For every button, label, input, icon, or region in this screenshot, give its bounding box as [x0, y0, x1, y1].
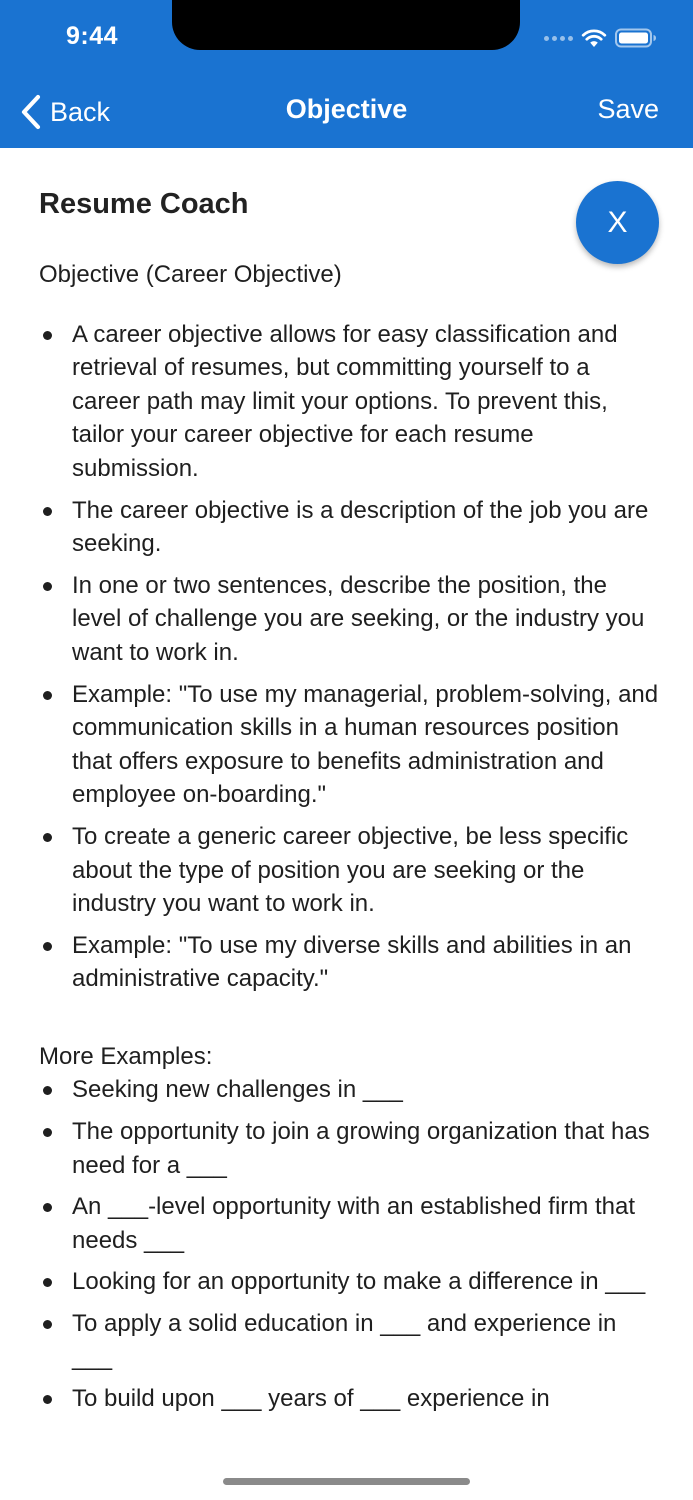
list-item: In one or two sentences, describe the position, the level of challenge you are seeking, or the industry you want to work in. [39, 569, 659, 670]
coach-content[interactable] [0, 148, 693, 1500]
nav-title: Objective [285, 94, 408, 124]
list-item: Example: "To use my managerial, problem-solving, and communication skills in a human resources position that offers exposure to benefits administration and employee on-boarding." [39, 678, 659, 812]
cellular-signal-icon [544, 36, 573, 41]
coach-body [39, 258, 659, 1424]
battery-icon [615, 28, 657, 48]
back-label: Back [50, 96, 111, 127]
list-item: A career objective allows for easy classification and retrieval of resumes, but committing yourself to a career path may limit your options. To prevent this, tailor your career objective for each resume submission. [39, 318, 659, 486]
examples-list [39, 1073, 659, 1415]
list-item: Example: "To use my diverse skills and abilities in an administrative capacity." [39, 929, 659, 996]
list-item: An ___-level opportunity with an established firm that needs ___ [39, 1190, 659, 1257]
status-time: 9:44 [66, 22, 119, 50]
list-item: Looking for an opportunity to make a difference in ___ [39, 1265, 659, 1299]
wifi-icon [581, 28, 607, 48]
status-bar [0, 0, 693, 80]
app-header [0, 0, 693, 148]
tips-list [39, 318, 659, 996]
save-button[interactable]: Save [597, 94, 659, 124]
list-item: To build upon ___ years of ___ experience in [39, 1382, 659, 1416]
list-item: To apply a solid education in ___ and experience in ___ [39, 1307, 659, 1374]
more-examples-heading: More Examples: [39, 1042, 213, 1070]
list-item: The opportunity to join a growing organization that has need for a ___ [39, 1115, 659, 1182]
coach-subheading: Objective (Career Objective) [39, 261, 342, 288]
status-icons [544, 28, 657, 48]
list-item: To create a generic career objective, be less specific about the type of position you are seeking or the industry you want to work in. [39, 820, 659, 921]
list-item: The career objective is a description of the job you are seeking. [39, 494, 659, 561]
home-indicator[interactable] [223, 1478, 470, 1485]
navigation-bar [0, 80, 693, 142]
close-button[interactable]: X [576, 181, 659, 264]
device-notch [172, 0, 520, 50]
coach-title: Resume Coach [39, 188, 249, 220]
list-item: Seeking new challenges in ___ [39, 1073, 659, 1107]
